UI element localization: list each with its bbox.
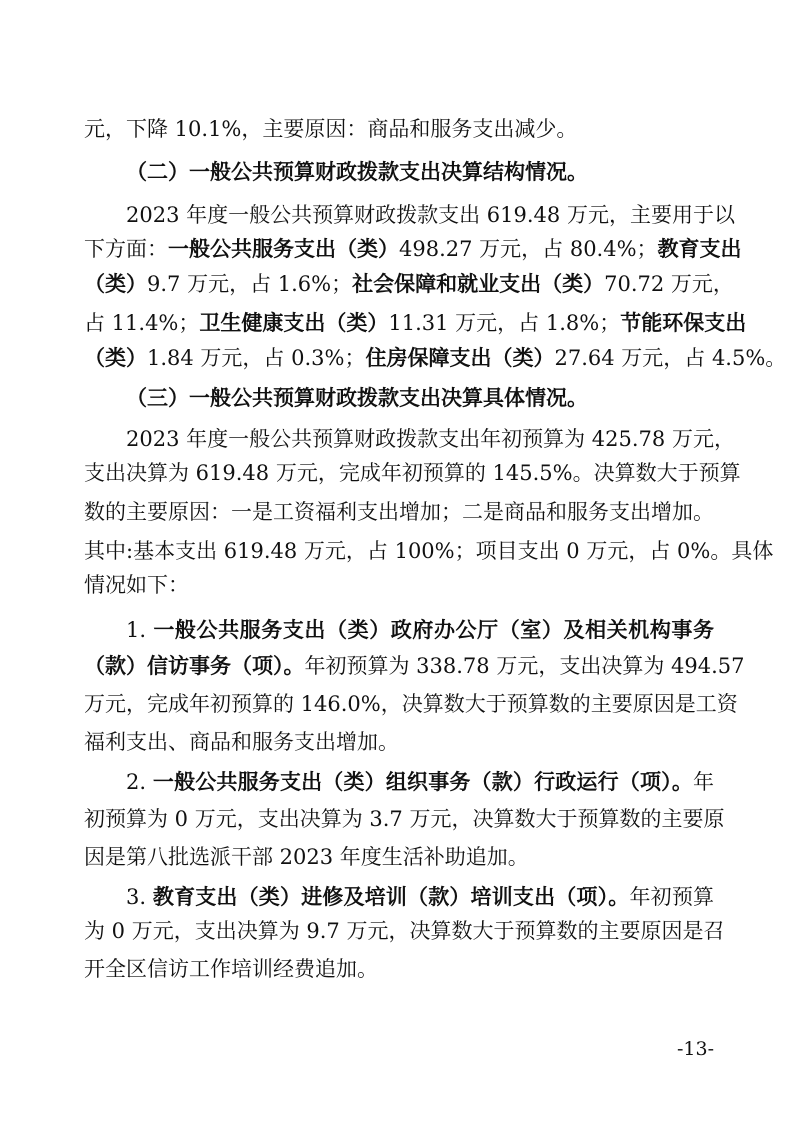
- bold-text: 教育支出: [657, 237, 742, 261]
- text-segment: 11.31 万元，占 1.8%；: [388, 311, 621, 335]
- bold-text: 一般公共服务支出（类）政府办公厅（室）及相关机构事务: [153, 618, 715, 642]
- text-segment: 1.84 万元，占 0.3%；: [147, 346, 366, 370]
- text-line: [84, 916, 725, 946]
- text-line: [84, 343, 787, 373]
- text-segment: 初预算为 0 万元，支出决算为 3.7 万元，决算数大于预算数的主要原: [84, 807, 725, 831]
- bold-text: （类）: [84, 272, 147, 296]
- text-segment: 情况如下：: [84, 573, 189, 597]
- bold-text: 教育支出（类）进修及培训（款）培训支出（项）。: [152, 885, 630, 909]
- text-segment: 2023 年度一般公共预算财政拨款支出 619.48 万元，主要用于以: [126, 203, 735, 227]
- text-segment: 1.: [126, 618, 154, 642]
- text-line: [126, 424, 735, 454]
- text-segment: 下方面：: [84, 237, 168, 261]
- text-segment: 9.7 万元，占 1.6%；: [147, 272, 353, 296]
- bold-text: 一般公共服务支出（类）: [168, 237, 399, 261]
- text-segment: 年初预算: [629, 885, 714, 909]
- text-line: [84, 954, 714, 984]
- text-segment: 万元，完成年初预算的 146.0%，决算数大于预算数的主要原因是工资: [84, 692, 738, 716]
- bold-text: 住房保障支出（类）: [365, 346, 555, 370]
- item-heading: [126, 615, 714, 645]
- item-heading: [126, 882, 714, 912]
- text-segment: 3.: [126, 885, 153, 909]
- text-segment: 70.72 万元，: [604, 272, 734, 296]
- text-line: [126, 200, 735, 230]
- text-segment: 因是第八批选派干部 2023 年度生活补助追加。: [84, 845, 529, 869]
- text-segment: 为 0 万元，支出决算为 9.7 万元，决算数大于预算数的主要原因是召: [84, 919, 725, 943]
- bold-text: 卫生健康支出（类）: [199, 311, 389, 335]
- text-line: [84, 689, 738, 719]
- text-segment: 498.27 万元，占 80.4%；: [399, 237, 658, 261]
- text-segment: 年初预算为 338.78 万元，支出决算为 494.57: [304, 654, 745, 678]
- text-line: [84, 269, 734, 299]
- section-heading: [126, 157, 714, 187]
- text-segment: 福利支出、商品和服务支出增加。: [84, 730, 399, 754]
- text-line: [84, 651, 745, 681]
- section-heading: [126, 383, 714, 413]
- text-segment: 2023 年度一般公共预算财政拨款支出年初预算为 425.78 万元，: [126, 427, 735, 451]
- text-line: [84, 308, 747, 338]
- text-segment: 占 11.4%；: [84, 311, 200, 335]
- text-line: [84, 727, 714, 757]
- text-line: [84, 804, 725, 834]
- bold-text: 一般公共服务支出（类）组织事务（款）行政运行（项）。: [152, 770, 693, 794]
- bold-text: 社会保障和就业支出（类）: [352, 272, 605, 296]
- text-segment: 27.64 万元，占 4.5%。: [554, 346, 787, 370]
- text-line: [84, 842, 714, 872]
- bold-text: 节能环保支出: [620, 311, 747, 335]
- text-line: [84, 497, 714, 527]
- text-line: [84, 114, 714, 144]
- bold-text: （类）: [84, 346, 147, 370]
- page-number: -13-: [677, 1038, 715, 1060]
- text-segment: 开全区信访工作培训经费追加。: [84, 957, 378, 981]
- text-line: [84, 234, 742, 264]
- text-segment: 支出决算为 619.48 万元，完成年初预算的 145.5%。决算数大于预算: [84, 461, 741, 485]
- text-line: [84, 536, 774, 566]
- text-segment: 元，下降 10.1%，主要原因：商品和服务支出减少。: [84, 117, 578, 141]
- text-segment: 2.: [126, 770, 153, 794]
- text-segment: 年: [693, 770, 714, 794]
- bold-text: （三）一般公共预算财政拨款支出决算具体情况。: [126, 386, 588, 410]
- text-line: [84, 570, 714, 600]
- text-segment: 其中:基本支出 619.48 万元，占 100%；项目支出 0 万元，占 0%。具体: [84, 539, 774, 563]
- bold-text: （款）信访事务（项）。: [84, 654, 305, 678]
- text-segment: 数的主要原因：一是工资福利支出增加；二是商品和服务支出增加。: [84, 500, 714, 524]
- bold-text: （二）一般公共预算财政拨款支出决算结构情况。: [126, 160, 588, 184]
- item-heading: [126, 767, 714, 797]
- text-line: [84, 458, 741, 488]
